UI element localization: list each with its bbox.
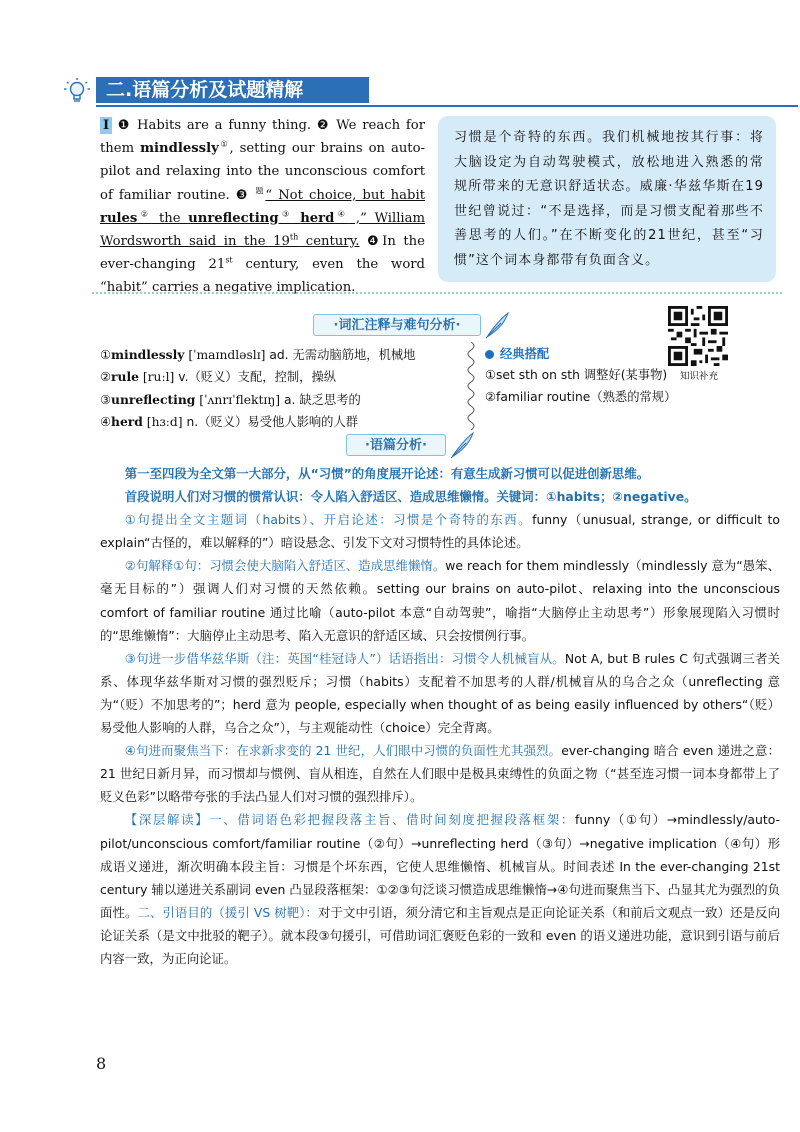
bullet-icon: [485, 350, 494, 359]
analysis-sentence-1: ①句提出全文主题词（habits）、开启论述：习惯是个奇特的东西。funny（unusual, strange, or difficult to explain“古怪的，难以解释的”）暗设悬念、引发下文对习惯特性的具体论述。: [100, 512, 780, 551]
vocab-title: ·词汇注释与难句分析·: [313, 314, 481, 336]
section-title: 二.语篇分析及试题精解: [96, 77, 369, 103]
collocation-heading: 经典搭配: [485, 344, 675, 365]
quill-icon: [448, 430, 476, 460]
vocab-item: ④herd [hɜːd] n.（贬义）易受他人影响的人群: [100, 413, 359, 429]
analysis-sentence-3: ③句进一步借华兹华斯（注：英国“桂冠诗人”）话语指出：习惯令人机械盲从。Not A, but B rules C 句式强调三者关系、体现华兹华斯对习惯的强烈贬斥；习惯（habits）支配着不加思考的人群/机械盲从的乌合之众（unreflecting 意为“（贬）不加思考的”；herd 意为 people, especially when thought of as being easily influenced by others“（贬）易受他人影响的人群，乌合之众”），与主观能动性（choice）完全背离。: [100, 650, 780, 736]
analysis-text: [100, 462, 780, 970]
header-rule: [96, 105, 798, 107]
section-header: [62, 74, 798, 108]
collocation-item: ①set sth on sth 调整好(某事物): [485, 368, 668, 383]
lightbulb-icon: [62, 76, 92, 106]
qr-code[interactable]: [668, 306, 728, 366]
quill-icon: [483, 310, 511, 340]
vocab-item: ③unreflecting [ˈʌnrɪˈflektɪŋ] a. 缺乏思考的: [100, 391, 361, 407]
vocab-list: [100, 344, 430, 433]
dotted-divider: [92, 292, 782, 294]
collocation-list: [485, 344, 675, 408]
qr-label: 知识补充: [679, 371, 718, 382]
passage-sentence-1-2: ❶ Habits are a funny thing. ❷ We reach for them mindlessly①, setting our brains on auto-pilot and relaxing into the unconscious comfort of familiar routine. ❸ $^题$“ Not choice, but habit rules② the unreflecting③ herd④ ,” William Wordsworth said in the 19th century. ❹In the ever-changing 21st century, even the word “habit” carries a negative implication.: [100, 118, 426, 296]
analysis-summary: 第一至四段为全文第一大部分，从“习惯”的角度展开论述：有意生成新习惯可以促进创新思维。: [124, 466, 650, 481]
vocab-section-heading: [313, 310, 511, 340]
vocab-item: ①mindlessly [ˈmaɪndləslɪ] ad. 无需动脑筋地，机械地: [100, 347, 416, 362]
english-passage: [100, 114, 425, 300]
analysis-section-heading: [346, 430, 476, 460]
collocation-item: ②familiar routine（熟悉的常规）: [485, 389, 677, 404]
vocab-item: ②rule [ruːl] v.（贬义）支配，控制，操纵: [100, 369, 337, 385]
page-number: 8: [96, 1054, 107, 1073]
deep-interpretation: 【深层解读】一、借词语色彩把握段落主旨、借时间刻度把握段落框架：funny（①句）→mindlessly/auto-pilot/unconscious comfort/familiar routine（②句）→unreflecting herd（③句）→negative implication（④句）形成语义递进，渐次明确本段主旨：习惯是个坏东西，它使人思维懒惰、机械盲从。时间表述 In the ever-changing 21st century 辅以递进关系副词 even 凸显段落框架：①②③句泛谈习惯造成思维懒惰→④句进而聚焦当下、凸显其尤为强烈的负面性。二、引语目的（援引 VS 树靶）：对于文中引语，须分清它和主旨观点是正向论证关系（和前后文观点一致）还是反向论证关系（是文中批驳的靶子）。就本段③句援引，可借助词汇褒贬色彩的一致和 even 的语义递进功能，意识到引语与前后内容一致，为正向论证。: [100, 812, 780, 966]
analysis-sentence-4: ④句进而聚焦当下：在求新求变的 21 世纪，人们眼中习惯的负面性尤其强烈。ever-changing 暗合 even 递进之意：21 世纪日新月异，而习惯却与惯例、盲从相连，自然在人们眼中是极具束缚性的负面之物（“甚至连习惯一词本身都带上了贬义色彩”以略带夸张的手法凸显人们对习惯的强烈排斥）。: [100, 743, 780, 805]
analysis-title: ·语篇分析·: [346, 434, 446, 456]
analysis-sentence-2: ②句解释①句：习惯会使大脑陷入舒适区、造成思维懒惰。we reach for them mindlessly（mindlessly 意为“愚笨、毫无目标的”）强调人们对习惯的天然依赖。setting our brains on auto-pilot、relaxing into the unconscious comfort of familiar routine 通过比喻（auto-pilot 本意“自动驾驶”，喻指“大脑停止主动思考”）形象展现陷入习惯时的“思维懒惰”：大脑停止主动思考、陷入无意识的舒适区域、只会按惯例行事。: [100, 558, 780, 643]
squiggle-divider: [463, 340, 479, 435]
paragraph-marker: I: [100, 117, 112, 134]
analysis-first-para: 首段说明人们对习惯的惯常认识：令人陷入舒适区、造成思维懒惰。关键词：①habits；②negative。: [124, 489, 697, 505]
translation-box: 习惯是个奇特的东西。我们机械地按其行事：将大脑设定为自动驾驶模式，放松地进入熟悉的常规所带来的无意识舒适状态。威廉·华兹华斯在19世纪曾说过：“不是选择，而是习惯支配着那些不善思考的人们。”在不断变化的21世纪，甚至“习惯”这个词本身都带有负面含义。: [438, 116, 776, 282]
